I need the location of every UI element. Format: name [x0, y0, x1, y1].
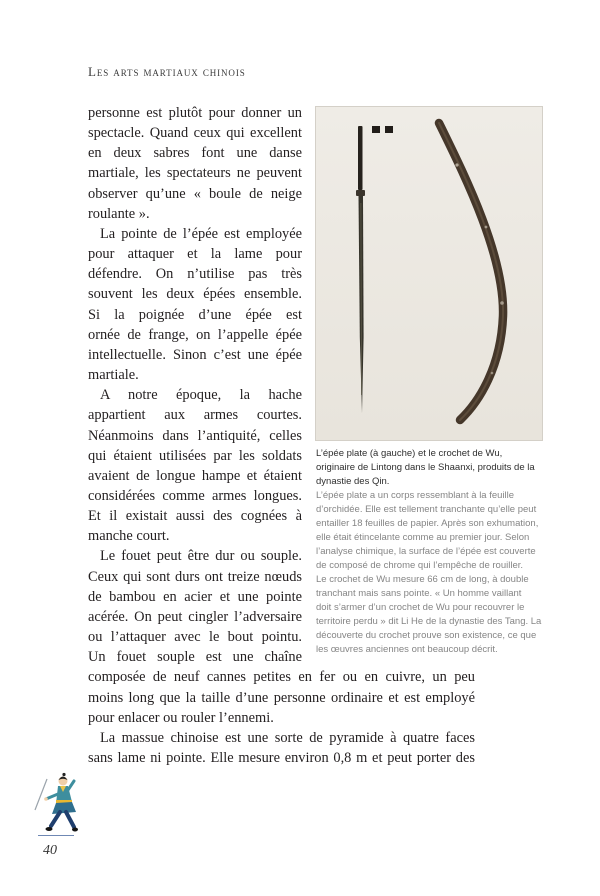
- running-head: Les arts martiaux chinois: [88, 64, 246, 79]
- robe-skirt-drawing: [52, 802, 76, 814]
- text-line: composée de neuf cannes petites en fer ou en cuivre, un peu: [88, 669, 475, 686]
- text-line: défendre. On n’utilise pas très: [88, 266, 302, 283]
- text-line: roulante ».: [88, 205, 150, 222]
- caption-title: [316, 447, 548, 489]
- text-line: avaient de longue hampe et étaient: [88, 467, 302, 484]
- text-line: A notre époque, la hache: [100, 387, 302, 404]
- text-line: qui étaient utilisées par les soldats: [88, 447, 302, 464]
- caption-line: Le crochet de Wu mesure 66 cm de long, à double: [316, 574, 529, 585]
- caption-line: entailler 18 feuilles de papier. Après son exhumation,: [316, 518, 539, 529]
- caption-line: découverte du crochet prouve son existence, ce que: [316, 630, 537, 641]
- text-line: moins long que la taille d’une personne ordinaire et est employé: [88, 689, 475, 706]
- caption-line: tranchant mais sans pointe. « Un homme vaillant: [316, 588, 522, 599]
- figure-caption: [316, 447, 548, 657]
- text-line: La massue chinoise est une sorte de pyramide à quatre faces: [100, 729, 475, 746]
- text-line: Le fouet peut être dur ou souple.: [100, 548, 302, 565]
- text-line: en deux sabres font une danse: [88, 145, 302, 162]
- text-line: Si la poignée d’une épée est: [88, 306, 302, 323]
- back-leg-drawing: [66, 812, 74, 827]
- wu-hook-drawing: [439, 123, 504, 420]
- boot-drawing: [46, 827, 53, 831]
- boot-drawing: [72, 828, 78, 832]
- caption-line: territoire perdu » dit Li He de la dynastie des Tang. La: [316, 616, 542, 627]
- caption-paragraph: [316, 489, 548, 573]
- text-line: martiale.: [88, 367, 139, 384]
- caption-title-line: originaire de Lintong dans le Shaanxi, produits de la: [316, 462, 535, 473]
- text-line: souvent les deux épées ensemble.: [88, 286, 302, 303]
- page-number: 40: [43, 843, 57, 858]
- caption-paragraph: [316, 573, 548, 657]
- caption-line: d’orchidée. Elle est tellement tranchante qu’elle peut: [316, 504, 537, 515]
- text-line: spectacle. Quand ceux qui excellent: [88, 125, 302, 142]
- caption-title-line: L’épée plate (à gauche) et le crochet de Wu,: [316, 448, 503, 459]
- caption-line: elle était étincelante comme au premier jour. Selon: [316, 532, 530, 543]
- front-leg-drawing: [51, 812, 60, 826]
- text-line: La pointe de l’épée est employée: [100, 225, 302, 242]
- caption-line: de composé de chrome qui l’empêche de rouiller.: [316, 560, 524, 571]
- text-line: sans lame ni pointe. Elle mesure environ 0,8 m et peut porter des: [88, 750, 475, 766]
- caption-title-line: dynastie des Qin.: [316, 476, 390, 487]
- caption-line: L’épée plate a un corps ressemblant à la feuille: [316, 490, 515, 501]
- martial-artist-illustration: [30, 768, 78, 834]
- text-line: acérée. On peut cingler l’adversaire: [88, 608, 302, 625]
- text-line: Un fouet souple est une chaîne: [88, 649, 302, 666]
- text-line: ou l’attaquer avec le bout pointu.: [88, 629, 302, 646]
- text-line: Néanmoins dans l’antiquité, celles: [88, 427, 302, 444]
- text-line: considérées comme armes longues.: [88, 487, 302, 504]
- text-line: intellectuelle. Sinon c’est une épée: [88, 346, 302, 363]
- caption-line: doit s’armer d’un crochet de Wu pour recouvrer le: [316, 602, 525, 613]
- weapons-photo-drawing: [316, 107, 542, 440]
- text-line: de bambou en acier et une pointe: [88, 588, 302, 605]
- text-line: personne est plutôt pour donner un: [88, 105, 302, 121]
- weapons-photo: [315, 106, 543, 441]
- text-line: ornée de frange, on l’appelle épée: [88, 326, 302, 343]
- arm-drawing: [46, 794, 58, 799]
- caption-line: l’analyse chimique, la surface de l’épée est couverte: [316, 546, 536, 557]
- text-line: appartient aux armes courtes.: [88, 407, 302, 424]
- text-line: martiale, les spectateurs ne peuvent: [88, 165, 302, 182]
- text-line: Ceux qui sont durs ont treize nœuds: [88, 568, 302, 585]
- raised-arm-drawing: [68, 781, 74, 790]
- topknot-drawing: [62, 773, 65, 776]
- text-line: pour attaquer et la lame pour: [88, 246, 302, 263]
- text-line: manche court.: [88, 528, 170, 545]
- text-line: observer qu’une « boule de neige: [88, 185, 302, 202]
- flat-sword-drawing: [356, 126, 365, 413]
- sword-fittings-drawing: [372, 126, 393, 133]
- caption-line: les œuvres anciennes ont beaucoup décrit.: [316, 644, 498, 655]
- hand-drawing: [44, 797, 48, 801]
- sword-blade-drawing: [35, 779, 47, 810]
- text-line: pour enlacer ou rouler l’ennemi.: [88, 709, 274, 726]
- footer-rule: [38, 835, 74, 836]
- text-line: Et il existait aussi des cognées à: [88, 508, 302, 525]
